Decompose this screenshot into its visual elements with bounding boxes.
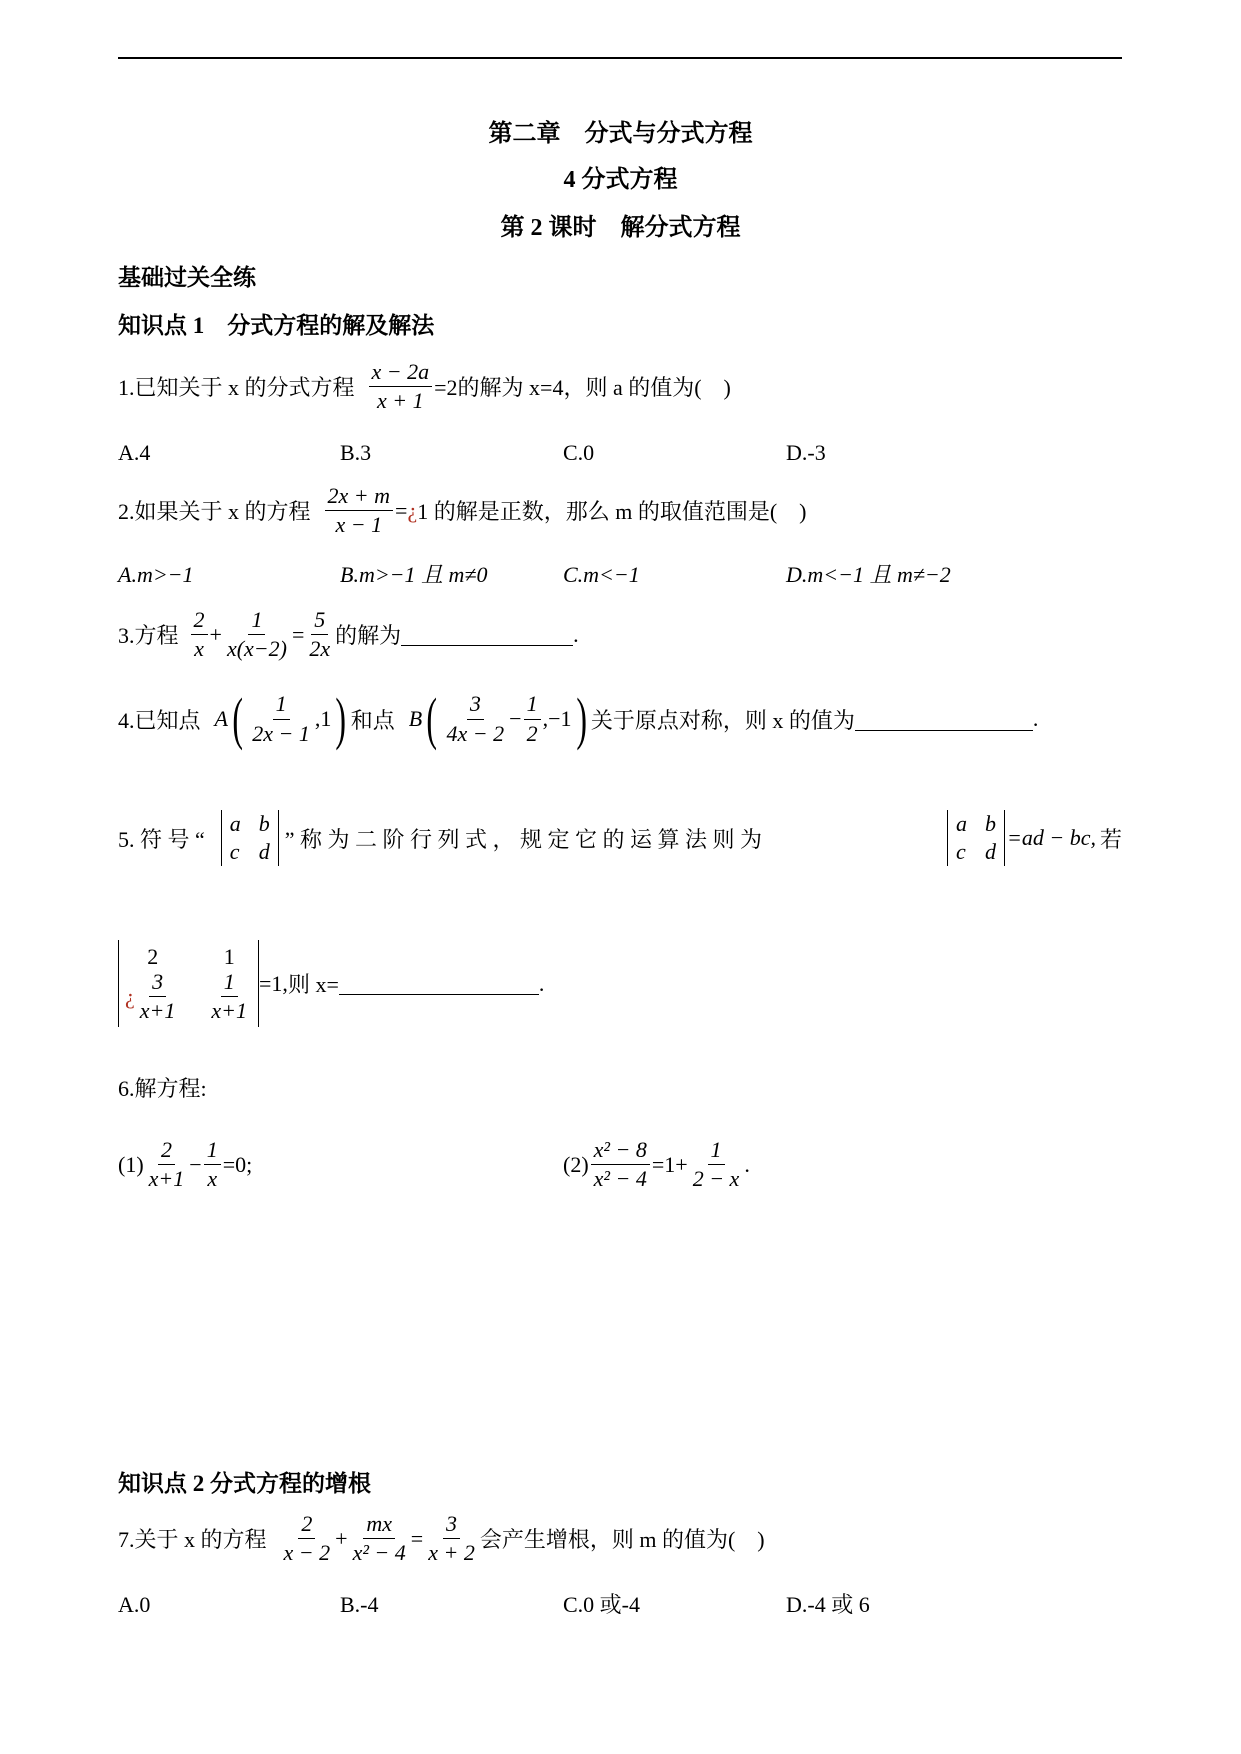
knowledge-point-1: 知识点 1 分式方程的解及解法 <box>118 313 435 338</box>
q7-option-d: D.-4 或 6 <box>786 1592 870 1617</box>
q7-f2-numerator: mx <box>363 1512 395 1539</box>
q6-p2-numerator: x² − 8 <box>591 1138 650 1165</box>
q2-equals: = <box>395 497 408 523</box>
q5-m21-denominator: x+1 <box>139 998 176 1024</box>
q5-m22-fraction <box>208 970 250 1023</box>
q3-f3-denominator: 2x <box>309 636 331 662</box>
q4-mid: 和点 <box>350 707 395 733</box>
q2-option-d: D.m<−1 且 m≠−2 <box>786 562 951 587</box>
question-2 <box>118 484 806 537</box>
q6-p1-f2-numerator: 1 <box>204 1138 221 1165</box>
q5-m11: 2 <box>147 944 159 969</box>
q4-point-b-close-paren: ) <box>575 686 587 751</box>
q6-p2-f2-denominator: 2 − x <box>692 1166 740 1192</box>
q3-fraction-3 <box>306 608 333 661</box>
q6-p2-label: (2) <box>563 1151 589 1177</box>
q6-p2-tail: . <box>744 1151 750 1177</box>
section-title: 4 分式方程 <box>563 167 678 193</box>
q3-plus: + <box>209 621 222 647</box>
q4-prefix: 4.已知点 <box>118 707 201 733</box>
q4-b1-numerator: 3 <box>467 692 484 719</box>
q7-f2-denominator: x² − 4 <box>352 1540 406 1566</box>
q1-option-b: B.3 <box>340 440 372 465</box>
q4-point-a-fraction <box>249 692 313 745</box>
q6-p1-f2-denominator: x <box>207 1166 218 1192</box>
question-5-line-2 <box>118 940 544 1027</box>
q4-point-b-fraction-2 <box>524 692 541 745</box>
question-6-label: 6.解方程: <box>118 1076 207 1101</box>
q2-numerator: 2x + m <box>325 484 394 511</box>
q5-answer-blank <box>339 972 539 995</box>
q7-suffix: 会产生增根，则 m 的值为( ) <box>479 1527 765 1553</box>
q4-b-tail: ,−1 <box>542 706 572 731</box>
q5-m21 <box>125 970 180 1023</box>
q7-f1-numerator: 2 <box>298 1512 315 1539</box>
q5-mid: ” 称 为 二 阶 行 列 式 ， 规 定 它 的 运 算 法 则 为 <box>284 826 763 852</box>
q6-p1-f1-numerator: 2 <box>158 1138 175 1165</box>
q7-plus: + <box>335 1525 348 1551</box>
q5-det-d: d <box>258 839 270 865</box>
q5-equals: =1, <box>259 970 288 996</box>
q5-symbol-determinant <box>221 810 279 866</box>
q4-point-b-label: B <box>408 706 423 731</box>
q3-equals: = <box>291 621 305 647</box>
q6-p1-label: (1) <box>118 1151 144 1177</box>
q4-end: . <box>1032 706 1039 731</box>
q5-rule-determinant <box>947 810 1005 866</box>
q6-p1-f1-denominator: x+1 <box>148 1166 185 1192</box>
q6-part-1 <box>118 1138 252 1191</box>
q6-p1-tail: =0; <box>222 1151 253 1177</box>
q1-numerator: x − 2a <box>369 360 433 387</box>
q5-det-a: a <box>229 811 241 836</box>
q7-equals: = <box>410 1525 424 1551</box>
q7-fraction-3 <box>425 1512 478 1565</box>
q3-f2-denominator: x(x−2) <box>226 636 287 662</box>
q6-p2-denominator: x² − 4 <box>593 1166 647 1192</box>
q5-rule-det-a: a <box>956 811 968 836</box>
q5-end: . <box>538 970 545 996</box>
q5-m12: 1 <box>223 944 235 969</box>
q5-rule-text: =ad − bc, <box>1007 825 1096 851</box>
q5-m22-numerator: 1 <box>221 970 238 997</box>
q4-b-minus: − <box>509 706 522 731</box>
q7-option-a: A.0 <box>118 1592 151 1617</box>
q7-fraction-2 <box>350 1512 409 1565</box>
q3-prefix: 3.方程 <box>118 623 179 649</box>
q5-m21-numerator: 3 <box>149 970 166 997</box>
q4-a-numerator: 1 <box>273 692 290 719</box>
knowledge-point-2: 知识点 2 分式方程的增根 <box>118 1471 371 1496</box>
q6-p2-fraction-2 <box>690 1138 743 1191</box>
q6-p2-fraction-1 <box>591 1138 650 1191</box>
q4-b1-denominator: 4x − 2 <box>446 720 505 746</box>
q2-denominator: x − 1 <box>335 512 383 538</box>
q4-a-denominator: 2x − 1 <box>252 720 310 746</box>
q3-fraction-1 <box>191 608 208 661</box>
question-3 <box>118 608 579 661</box>
q4-suffix: 关于原点对称，则 x 的值为 <box>590 707 855 733</box>
q6-p2-f2-numerator: 1 <box>708 1138 725 1165</box>
q2-option-a: A.m>−1 <box>118 562 194 587</box>
q3-fraction-2 <box>224 608 290 661</box>
q3-f3-numerator: 5 <box>311 608 328 635</box>
q4-b2-numerator: 1 <box>524 692 541 719</box>
q2-suffix: 1 的解是正数，那么 m 的取值范围是( ) <box>417 499 807 525</box>
q5-rule-det-c: c <box>956 839 966 865</box>
q7-prefix: 7.关于 x 的方程 <box>118 1527 267 1553</box>
q3-answer-blank <box>401 623 573 646</box>
q3-f2-numerator: 1 <box>248 608 265 635</box>
q1-suffix: =2的解为 x=4，则 a 的值为( ) <box>434 375 731 401</box>
q2-prefix: 2.如果关于 x 的方程 <box>118 499 311 525</box>
q3-suffix: 的解为 <box>335 623 402 649</box>
q5-prefix: 5. 符 号 “ <box>118 826 205 852</box>
q5-det-b: b <box>258 811 270 836</box>
question-1 <box>118 360 731 413</box>
q4-point-a-label: A <box>214 706 228 731</box>
q6-part-2 <box>563 1138 750 1191</box>
header-rule <box>118 57 1122 59</box>
q4-point-b-fraction-1 <box>444 692 508 745</box>
q7-f3-denominator: x + 2 <box>428 1540 475 1566</box>
q1-option-c: C.0 <box>563 440 595 465</box>
question-7 <box>118 1512 765 1565</box>
question-4 <box>118 686 1039 751</box>
q1-prefix: 1.已知关于 x 的分式方程 <box>118 375 355 401</box>
q5-tail: 若 <box>1099 826 1122 852</box>
q2-option-c: C.m<−1 <box>563 562 640 587</box>
part-heading: 基础过关全练 <box>118 265 256 290</box>
q7-f3-numerator: 3 <box>443 1512 460 1539</box>
q7-option-b: B.-4 <box>340 1592 379 1617</box>
q5-det-c: c <box>229 839 240 865</box>
q3-end: . <box>573 621 579 647</box>
q5-given-determinant <box>118 940 259 1027</box>
q5-m21-fraction <box>137 970 179 1023</box>
q4-b2-denominator: 2 <box>526 720 538 746</box>
q4-point-a-open-paren: ( <box>232 686 243 751</box>
q2-glitch-char: ¿ <box>407 497 418 523</box>
question-5-line-1 <box>118 810 1122 866</box>
q4-answer-blank <box>855 708 1033 731</box>
q7-f1-denominator: x − 2 <box>283 1540 331 1566</box>
q1-option-d: D.-3 <box>786 440 826 465</box>
q2-fraction <box>325 484 394 537</box>
chapter-title: 第二章 分式与分式方程 <box>488 121 753 147</box>
q4-point-b-open-paren: ( <box>426 686 438 751</box>
q1-option-a: A.4 <box>118 440 151 465</box>
q3-f1-denominator: x <box>194 636 204 662</box>
q5-definition <box>118 810 762 866</box>
q3-f1-numerator: 2 <box>191 608 208 635</box>
q1-fraction <box>369 360 433 413</box>
q2-option-b: B.m>−1 且 m≠0 <box>340 562 488 587</box>
q4-point-a-close-paren: ) <box>335 686 347 751</box>
q6-p1-minus: − <box>189 1151 202 1177</box>
q6-p1-fraction-1 <box>146 1138 188 1191</box>
q4-a-tail: ,1 <box>314 706 332 731</box>
q5-m22-denominator: x+1 <box>211 998 248 1024</box>
lesson-title: 第 2 课时 解分式方程 <box>500 215 741 241</box>
q6-p1-fraction-2 <box>204 1138 221 1191</box>
q7-fraction-1 <box>281 1512 334 1565</box>
q5-suffix: 则 x= <box>287 972 339 998</box>
q5-rule-det-d: d <box>985 839 997 865</box>
q6-p2-mid: =1+ <box>651 1151 688 1177</box>
q1-denominator: x + 1 <box>377 388 424 414</box>
q7-option-c: C.0 或-4 <box>563 1592 641 1617</box>
q5-rule <box>947 810 1122 866</box>
q5-m21-glitch: ¿ <box>125 983 135 1009</box>
q5-rule-det-b: b <box>985 811 997 836</box>
